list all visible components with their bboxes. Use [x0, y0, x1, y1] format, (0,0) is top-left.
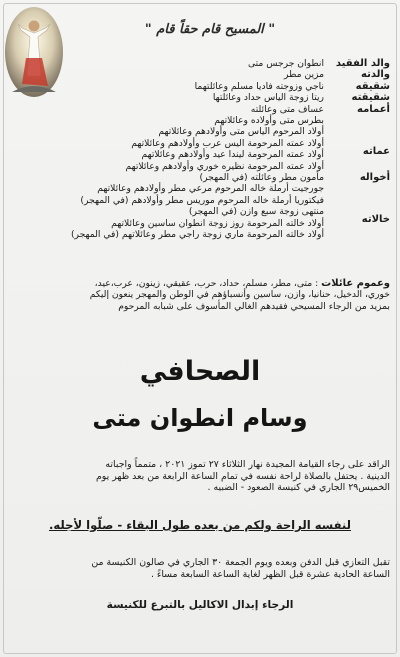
family-label: خالاته [361, 214, 390, 226]
family-row-maternal-aunts [10, 206, 390, 240]
family-line: أولاد عمته المرحومة اليس عرب وأولادهم وعائلاتهم [131, 137, 324, 149]
condolences-line: الساعة الحادية عشرة قبل الظهر لغاية الساعة السابعة مساءً . [150, 568, 390, 580]
family-line: ناجي وزوجته فاديا مسلم وعائلتهما [194, 80, 324, 92]
family-row-mother [10, 69, 390, 80]
families-line: خوري، الدخيل، حنانيا، وازن، ساسين وأنسباؤهم في الوطن والمهجر ينعون إليكم [89, 289, 390, 301]
family-row-uncles [10, 104, 390, 138]
family-line: فيكتوريا أرملة خاله المرحوم موريس مطر وأولادهم (في المهجر) [80, 194, 324, 206]
family-line: أولاد عمته المرحومة ليندا عيد وأولادهم وعائلاتهم [141, 149, 324, 161]
families-text: : متى، مطر، مسلم، حداد، حرب، عقيقي، زينون، عرب،عيد، [94, 278, 319, 289]
family-line: أولاد خالته المرحومة روز زوجة انطوان ساسين وعائلاتهم [111, 217, 324, 229]
family-row-brother [10, 81, 390, 92]
deceased-name: وسام انطوان متى [92, 404, 308, 432]
family-line: أولاد خالته المرحومة ماري زوجة راجي مطر وعائلاتهم (في المهجر) [70, 229, 324, 241]
family-label: والد الفقيد [335, 58, 390, 69]
family-label: عماته [362, 145, 390, 157]
family-line: انطوان جرجس متى [247, 58, 324, 69]
family-row-sister [10, 92, 390, 103]
family-list [10, 58, 390, 241]
family-label: والدته [361, 69, 390, 81]
footer-note: الرجاء إبدال الاكاليل بالتبرع للكنيسة [106, 599, 294, 611]
announcement-line: الدينية . يحتفل بالصلاة لراحة نفسه في تمام الساعة الرابعة من بعد ظهر يوم [96, 470, 390, 482]
family-line: أولاد عمته المرحومة نظيره خوري وأولادهم وعائلاتهم [125, 160, 324, 172]
family-label: أعمامه [357, 103, 390, 115]
family-line: جورجيت أرملة خاله المرحوم مرعي مطر وأولادهم وعائلاتهم [97, 183, 324, 195]
prayer-line: لنفسه الراحة ولكم من بعده طول البقاء - صلّوا لأجله. [48, 518, 351, 532]
announcement-line: الراقد على رجاء القيامة المجيدة نهار الثلاثاء ٢٧ تموز ٢٠٢١ ، متمماً واجباته [105, 459, 390, 470]
family-line: مزين مطر [284, 69, 324, 81]
condolences-paragraph [10, 557, 390, 580]
families-line [10, 278, 390, 289]
families-line: بمزيد من الرجاء المسيحي فقيدهم الغالي المأسوف على شبابه المرحوم [118, 300, 390, 312]
family-label: شقيقته [351, 92, 390, 104]
families-section [10, 278, 390, 312]
family-label: أخواله [359, 172, 390, 184]
announcement-paragraph [10, 459, 390, 494]
family-line: بطرس متى وأولاده وعائلاتهم [214, 115, 324, 127]
family-row-father [10, 58, 390, 69]
family-line: عساف متى وعائلته [250, 103, 324, 115]
family-row-aunts [10, 138, 390, 172]
deceased-profession: الصحافي [139, 356, 261, 387]
header-title: " المسيح قام حقاً قام " [144, 22, 276, 37]
family-row-maternal-uncles [10, 172, 390, 206]
family-line: مأمون مطر وعائلته (في المهجر) [199, 172, 324, 184]
family-line: أولاد المرحوم الياس متى وأولادهم وعائلاتهم [158, 126, 324, 138]
family-label: شقيقه [355, 80, 390, 92]
families-label: وعموم عائلات [321, 278, 390, 289]
condolences-line: تقبل التعازي قبل الدفن وبعده ويوم الجمعة ٣٠ الجاري في صالون الكنيسة من [91, 557, 390, 568]
family-line: منتهى زوجة سبع وازن (في المهجر) [188, 206, 324, 218]
family-line: ريتا زوجة الياس حداد وعائلتها [212, 92, 324, 104]
announcement-line: الخميس٢٩ الجاري في كنيسة الصعود - الضبيه . [207, 482, 390, 494]
